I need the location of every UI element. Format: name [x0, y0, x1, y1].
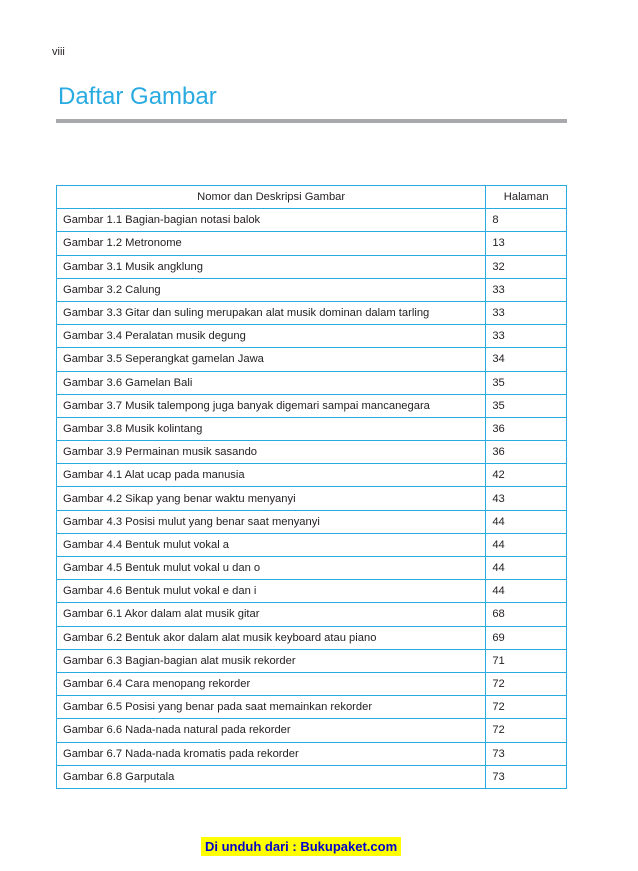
table-row [57, 765, 567, 788]
figure-description: Gambar 3.5 Seperangkat gamelan Jawa [57, 348, 486, 371]
figure-page-number: 13 [486, 232, 567, 255]
figure-list-table [56, 185, 567, 789]
figure-description: Gambar 6.6 Nada-nada natural pada rekorder [57, 719, 486, 742]
table-row [57, 626, 567, 649]
figure-page-number: 34 [486, 348, 567, 371]
figure-page-number: 72 [486, 696, 567, 719]
figure-page-number: 8 [486, 209, 567, 232]
figure-page-number: 33 [486, 278, 567, 301]
table-row [57, 348, 567, 371]
header-description: Nomor dan Deskripsi Gambar [57, 186, 486, 209]
figure-description: Gambar 6.4 Cara menopang rekorder [57, 672, 486, 695]
figure-description: Gambar 6.3 Bagian-bagian alat musik rekorder [57, 649, 486, 672]
figure-description: Gambar 3.2 Calung [57, 278, 486, 301]
table-row [57, 557, 567, 580]
header-page: Halaman [486, 186, 567, 209]
table-row [57, 209, 567, 232]
figure-page-number: 35 [486, 394, 567, 417]
figure-description: Gambar 6.5 Posisi yang benar pada saat memainkan rekorder [57, 696, 486, 719]
table-row [57, 441, 567, 464]
figure-page-number: 43 [486, 487, 567, 510]
table-row [57, 742, 567, 765]
figure-description: Gambar 4.2 Sikap yang benar waktu menyanyi [57, 487, 486, 510]
table-row [57, 325, 567, 348]
table-row [57, 487, 567, 510]
table-row [57, 371, 567, 394]
table-row [57, 719, 567, 742]
table-row [57, 417, 567, 440]
table-row [57, 649, 567, 672]
figure-page-number: 68 [486, 603, 567, 626]
figure-description: Gambar 4.4 Bentuk mulut vokal a [57, 533, 486, 556]
table-row [57, 696, 567, 719]
table-body [57, 209, 567, 789]
figure-description: Gambar 4.1 Alat ucap pada manusia [57, 464, 486, 487]
table-row [57, 394, 567, 417]
figure-description: Gambar 3.9 Permainan musik sasando [57, 441, 486, 464]
table-row [57, 580, 567, 603]
figure-page-number: 72 [486, 719, 567, 742]
table-row [57, 603, 567, 626]
figure-description: Gambar 1.1 Bagian-bagian notasi balok [57, 209, 486, 232]
figure-description: Gambar 6.7 Nada-nada kromatis pada rekorder [57, 742, 486, 765]
figure-page-number: 73 [486, 742, 567, 765]
figure-page-number: 44 [486, 580, 567, 603]
figure-description: Gambar 4.6 Bentuk mulut vokal e dan i [57, 580, 486, 603]
figure-page-number: 44 [486, 533, 567, 556]
figure-description: Gambar 4.5 Bentuk mulut vokal u dan o [57, 557, 486, 580]
figure-page-number: 32 [486, 255, 567, 278]
table-row [57, 464, 567, 487]
download-banner: Di unduh dari : Bukupaket.com [201, 837, 401, 856]
figure-page-number: 73 [486, 765, 567, 788]
figure-page-number: 44 [486, 510, 567, 533]
page-number: viii [52, 46, 65, 58]
figure-description: Gambar 6.8 Garputala [57, 765, 486, 788]
table-row [57, 672, 567, 695]
figure-description: Gambar 3.1 Musik angklung [57, 255, 486, 278]
figure-description: Gambar 1.2 Metronome [57, 232, 486, 255]
figure-page-number: 36 [486, 441, 567, 464]
table-row [57, 255, 567, 278]
figure-description: Gambar 3.3 Gitar dan suling merupakan alat musik dominan dalam tarling [57, 301, 486, 324]
figure-page-number: 35 [486, 371, 567, 394]
table-row [57, 278, 567, 301]
table-row [57, 232, 567, 255]
table-row [57, 533, 567, 556]
figure-description: Gambar 3.7 Musik talempong juga banyak digemari sampai mancanegara [57, 394, 486, 417]
figure-description: Gambar 3.6 Gamelan Bali [57, 371, 486, 394]
figure-description: Gambar 6.1 Akor dalam alat musik gitar [57, 603, 486, 626]
figure-description: Gambar 4.3 Posisi mulut yang benar saat menyanyi [57, 510, 486, 533]
figure-page-number: 33 [486, 301, 567, 324]
figure-page-number: 69 [486, 626, 567, 649]
figure-description: Gambar 3.8 Musik kolintang [57, 417, 486, 440]
figure-page-number: 44 [486, 557, 567, 580]
figure-page-number: 33 [486, 325, 567, 348]
figure-description: Gambar 6.2 Bentuk akor dalam alat musik keyboard atau piano [57, 626, 486, 649]
title-divider [56, 119, 567, 123]
table-header-row [57, 186, 567, 209]
table-row [57, 301, 567, 324]
figure-page-number: 72 [486, 672, 567, 695]
figure-description: Gambar 3.4 Peralatan musik degung [57, 325, 486, 348]
figure-page-number: 71 [486, 649, 567, 672]
page-title: Daftar Gambar [58, 83, 217, 110]
figure-page-number: 36 [486, 417, 567, 440]
table-row [57, 510, 567, 533]
figure-page-number: 42 [486, 464, 567, 487]
